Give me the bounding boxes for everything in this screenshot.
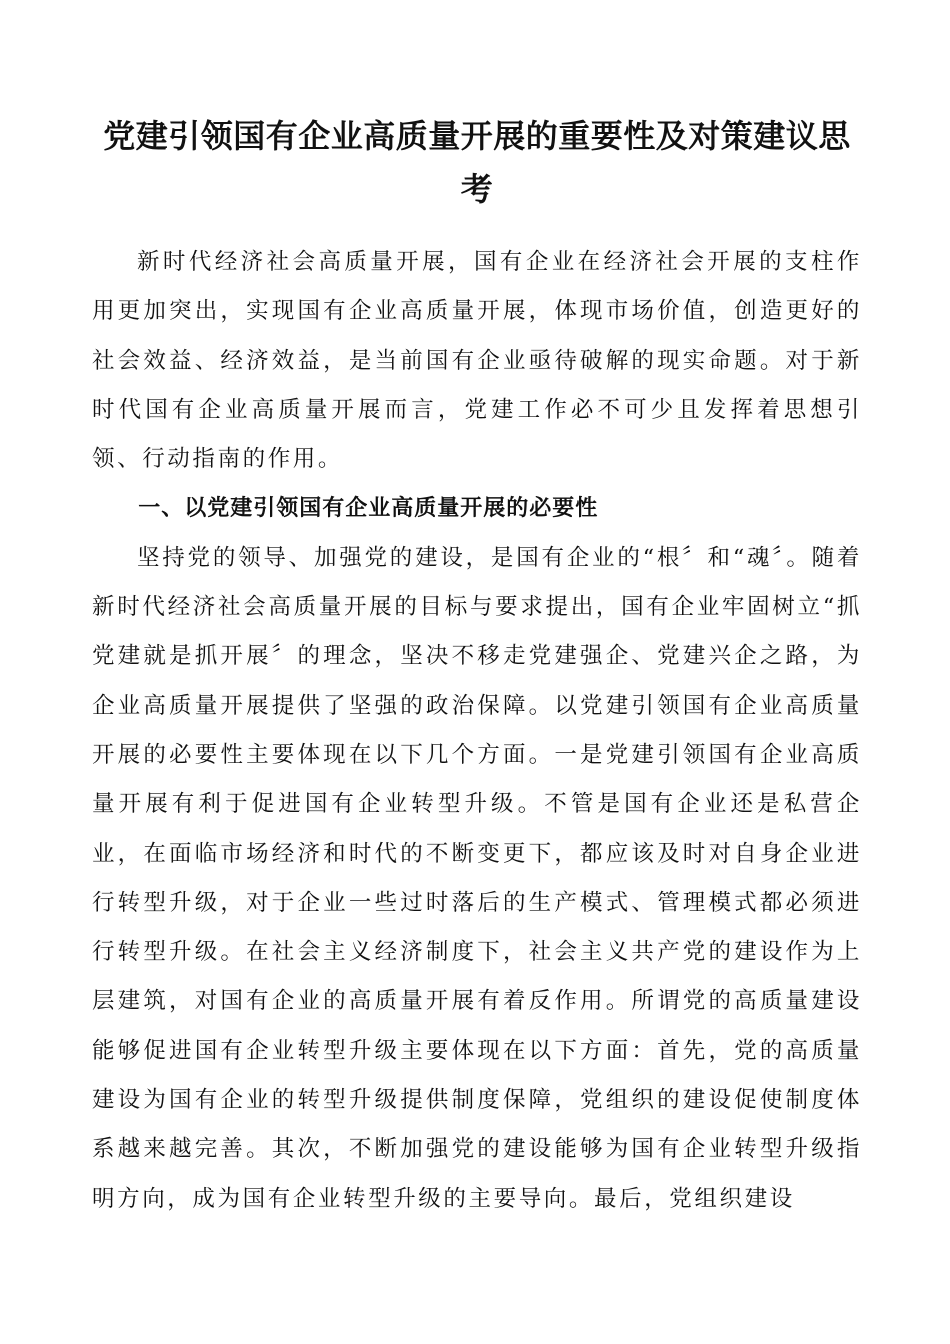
section-heading: 一、以党建引领国有企业高质量开展的必要性 (138, 496, 599, 522)
document-title: 党建引领国有企业高质量开展的重要性及对策建议思考 (103, 117, 851, 208)
document-page (92, 110, 862, 1224)
intro-paragraph: 新时代经济社会高质量开展，国有企业在经济社会开展的支柱作用更加突出，实现国有企业高质量开展，体现市场价值，创造更好的社会效益、经济效益，是当前国有企业亟待破解的现实命题。对于新时代国有企业高质量开展而言，党建工作必不可少且发挥着思想引领、行动指南的作用。 (92, 249, 862, 473)
body-paragraph: 坚持党的领导、加强党的建设，是国有企业的“根〞和“魂〞。随着新时代经济社会高质量开展的目标与要求提出，国有企业牢固树立“抓党建就是抓开展〞的理念，坚决不移走党建强企、党建兴企之路，为企业高质量开展提供了坚强的政治保障。以党建引领国有企业高质量开展的必要性主要体现在以下几个方面。一是党建引领国有企业高质量开展有利于促进国有企业转型升级。不管是国有企业还是私营企业，在面临市场经济和时代的不断变更下，都应该及时对自身企业进行转型升级，对于企业一些过时落后的生产模式、管理模式都必须进行转型升级。在社会主义经济制度下，社会主义共产党的建设作为上层建筑，对国有企业的高质量开展有着反作用。所谓党的高质量建设能够促进国有企业转型升级主要体现在以下方面：首先，党的高质量建设为国有企业的转型升级提供制度保障，党组织的建设促使制度体系越来越完善。其次，不断加强党的建设能够为国有企业转型升级指明方向，成为国有企业转型升级的主要导向。最后，党组织建设 (92, 544, 862, 1212)
